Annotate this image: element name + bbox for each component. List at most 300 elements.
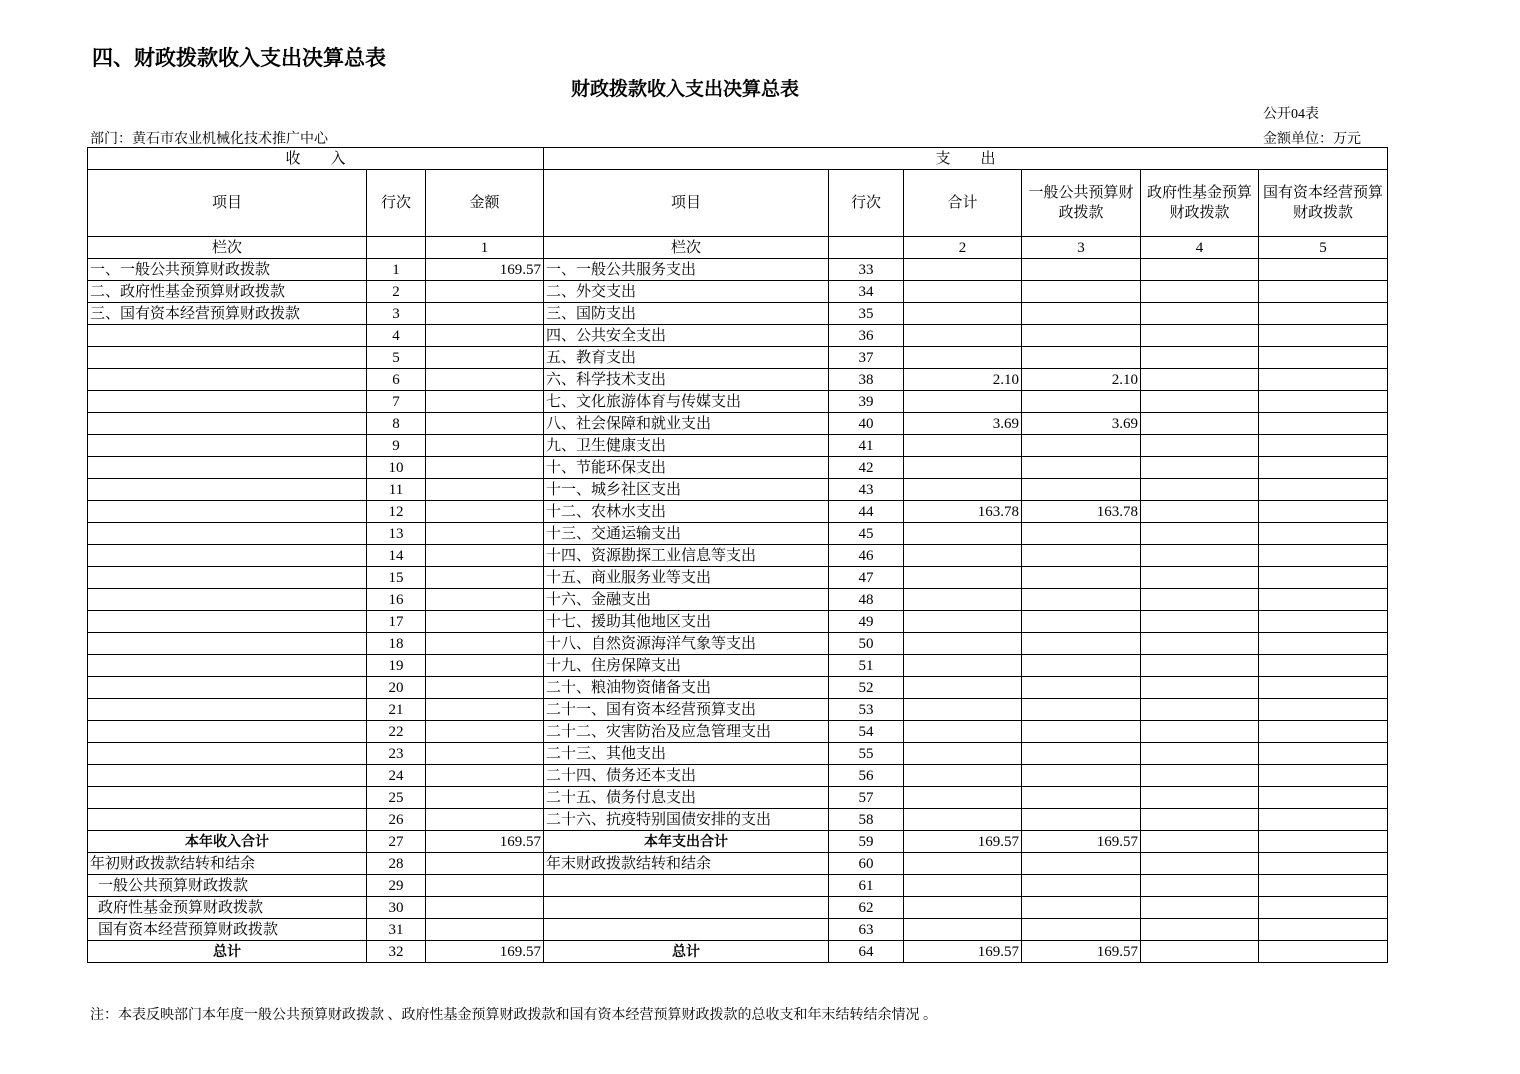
table-row (88, 765, 1388, 787)
table-row (88, 589, 1388, 611)
income-row-no-cell: 27 (367, 831, 426, 853)
expense-row-no-cell: 41 (829, 435, 904, 457)
expense-item-cell: 十五、商业服务业等支出 (544, 567, 829, 589)
income-amount-cell: 169.57 (426, 941, 544, 963)
income-amount-cell (426, 523, 544, 545)
expense-row-no-cell: 59 (829, 831, 904, 853)
expense-item-cell: 十七、援助其他地区支出 (544, 611, 829, 633)
expense-gov-fund-cell (1141, 545, 1259, 567)
table-row (88, 479, 1388, 501)
income-row-no-cell: 30 (367, 897, 426, 919)
expense-state-capital-cell (1259, 765, 1388, 787)
expense-gov-fund-cell (1141, 303, 1259, 325)
income-item-cell (88, 457, 367, 479)
expense-state-capital-cell (1259, 721, 1388, 743)
expense-row-no-cell: 42 (829, 457, 904, 479)
income-amount-cell (426, 787, 544, 809)
expense-state-capital-cell (1259, 523, 1388, 545)
income-item-cell (88, 787, 367, 809)
expense-state-capital-cell (1259, 677, 1388, 699)
expense-row-no-cell: 44 (829, 501, 904, 523)
expense-item-cell: 总计 (544, 941, 829, 963)
income-amount-cell: 169.57 (426, 831, 544, 853)
expense-row-no-cell: 61 (829, 875, 904, 897)
expense-item-cell: 十、节能环保支出 (544, 457, 829, 479)
expense-total-cell (904, 743, 1022, 765)
table-row (88, 281, 1388, 303)
section-title: 四、财政拨款收入支出决算总表 (92, 46, 386, 70)
expense-state-capital-cell (1259, 853, 1388, 875)
table-row (88, 875, 1388, 897)
expense-item-cell: 本年支出合计 (544, 831, 829, 853)
table-row (88, 457, 1388, 479)
income-item-cell: 本年收入合计 (88, 831, 367, 853)
expense-row-no-cell: 63 (829, 919, 904, 941)
expense-item-cell: 九、卫生健康支出 (544, 435, 829, 457)
table-row (88, 545, 1388, 567)
expense-general-cell (1022, 281, 1141, 303)
expense-item-cell: 三、国防支出 (544, 303, 829, 325)
income-amount-cell (426, 391, 544, 413)
expense-row-no-cell: 46 (829, 545, 904, 567)
income-amount-cell (426, 897, 544, 919)
col-index-3: 3 (1022, 237, 1141, 259)
table-row (88, 699, 1388, 721)
expense-state-capital-cell (1259, 457, 1388, 479)
expense-total-cell (904, 809, 1022, 831)
income-row-no-cell: 22 (367, 721, 426, 743)
expense-row-no-cell: 33 (829, 259, 904, 281)
income-amount-cell (426, 743, 544, 765)
expense-item-cell (544, 919, 829, 941)
expense-row-no-cell: 49 (829, 611, 904, 633)
expense-gov-fund-cell (1141, 699, 1259, 721)
expense-row-no-cell: 55 (829, 743, 904, 765)
expense-gov-fund-cell (1141, 457, 1259, 479)
income-amount-cell: 169.57 (426, 259, 544, 281)
table-row (88, 325, 1388, 347)
expense-item-cell: 一、一般公共服务支出 (544, 259, 829, 281)
income-amount-cell (426, 677, 544, 699)
col-header-amount: 金额 (426, 170, 544, 237)
income-item-cell (88, 435, 367, 457)
expense-item-cell: 二、外交支出 (544, 281, 829, 303)
expense-row-no-cell: 47 (829, 567, 904, 589)
expense-general-cell (1022, 787, 1141, 809)
expense-row-no-cell: 52 (829, 677, 904, 699)
expense-gov-fund-cell (1141, 259, 1259, 281)
income-amount-cell (426, 501, 544, 523)
expense-gov-fund-cell (1141, 391, 1259, 413)
expense-row-no-cell: 57 (829, 787, 904, 809)
income-item-cell (88, 479, 367, 501)
expense-gov-fund-cell (1141, 655, 1259, 677)
col-index-5: 5 (1259, 237, 1388, 259)
income-row-no-cell: 12 (367, 501, 426, 523)
income-row-no-cell: 8 (367, 413, 426, 435)
expense-item-cell: 十八、自然资源海洋气象等支出 (544, 633, 829, 655)
table-row (88, 523, 1388, 545)
expense-row-no-cell: 58 (829, 809, 904, 831)
expense-item-cell: 十一、城乡社区支出 (544, 479, 829, 501)
income-item-cell (88, 677, 367, 699)
col-index-2: 2 (904, 237, 1022, 259)
expense-total-cell (904, 325, 1022, 347)
expense-general-cell (1022, 303, 1141, 325)
table-row (88, 303, 1388, 325)
expense-total-cell (904, 787, 1022, 809)
income-item-cell: 总计 (88, 941, 367, 963)
income-amount-cell (426, 611, 544, 633)
income-item-cell (88, 325, 367, 347)
table-row (88, 941, 1388, 963)
income-row-no-cell: 26 (367, 809, 426, 831)
expense-state-capital-cell (1259, 809, 1388, 831)
expense-total-cell (904, 457, 1022, 479)
expense-gov-fund-cell (1141, 897, 1259, 919)
expense-item-cell: 年末财政拨款结转和结余 (544, 853, 829, 875)
expense-gov-fund-cell (1141, 809, 1259, 831)
expense-gov-fund-cell (1141, 369, 1259, 391)
expense-total-cell (904, 281, 1022, 303)
expense-state-capital-cell (1259, 633, 1388, 655)
income-amount-cell (426, 699, 544, 721)
income-row-no-cell: 3 (367, 303, 426, 325)
income-item-cell (88, 523, 367, 545)
expense-row-no-cell: 64 (829, 941, 904, 963)
expense-gov-fund-cell (1141, 831, 1259, 853)
income-item-cell (88, 391, 367, 413)
expense-total-cell (904, 721, 1022, 743)
expense-gov-fund-cell (1141, 875, 1259, 897)
expense-general-cell (1022, 743, 1141, 765)
expense-header: 支 出 (544, 148, 1388, 170)
col-header-row-no: 行次 (367, 170, 426, 237)
expense-row-no-cell: 45 (829, 523, 904, 545)
expense-gov-fund-cell (1141, 281, 1259, 303)
expense-gov-fund-cell (1141, 567, 1259, 589)
expense-gov-fund-cell (1141, 611, 1259, 633)
col-index-exp-label: 栏次 (544, 237, 829, 259)
income-row-no-cell: 24 (367, 765, 426, 787)
expense-total-cell: 3.69 (904, 413, 1022, 435)
expense-state-capital-cell (1259, 413, 1388, 435)
expense-state-capital-cell (1259, 391, 1388, 413)
col-index-exp-empty (829, 237, 904, 259)
expense-total-cell (904, 259, 1022, 281)
expense-state-capital-cell (1259, 787, 1388, 809)
expense-item-cell: 七、文化旅游体育与传媒支出 (544, 391, 829, 413)
col-header-exp-item: 项目 (544, 170, 829, 237)
expense-general-cell (1022, 545, 1141, 567)
department-label: 部门：黄石市农业机械化技术推广中心 (90, 132, 328, 147)
income-row-no-cell: 16 (367, 589, 426, 611)
expense-item-cell: 二十三、其他支出 (544, 743, 829, 765)
expense-total-cell (904, 633, 1022, 655)
expense-item-cell: 二十二、灾害防治及应急管理支出 (544, 721, 829, 743)
income-item-cell: 国有资本经营预算财政拨款 (88, 919, 367, 941)
expense-general-cell (1022, 567, 1141, 589)
expense-total-cell (904, 391, 1022, 413)
income-item-cell (88, 655, 367, 677)
income-row-no-cell: 21 (367, 699, 426, 721)
expense-item-cell: 四、公共安全支出 (544, 325, 829, 347)
income-item-cell (88, 589, 367, 611)
table-row (88, 567, 1388, 589)
expense-state-capital-cell (1259, 259, 1388, 281)
table-row (88, 259, 1388, 281)
col-index-label: 栏次 (88, 237, 367, 259)
expense-gov-fund-cell (1141, 919, 1259, 941)
header-row (88, 170, 1388, 237)
expense-item-cell: 二十五、债务付息支出 (544, 787, 829, 809)
income-item-cell: 年初财政拨款结转和结余 (88, 853, 367, 875)
income-row-no-cell: 20 (367, 677, 426, 699)
expense-total-cell (904, 655, 1022, 677)
table-row (88, 743, 1388, 765)
expense-total-cell (904, 479, 1022, 501)
expense-row-no-cell: 40 (829, 413, 904, 435)
expense-total-cell (904, 611, 1022, 633)
expense-general-cell: 169.57 (1022, 941, 1141, 963)
income-row-no-cell: 32 (367, 941, 426, 963)
table-row (88, 831, 1388, 853)
income-amount-cell (426, 875, 544, 897)
footnote: 注：本表反映部门本年度一般公共预算财政拨款 、政府性基金预算财政拨款和国有资本经营预算财政拨款的总收支和年末结转结余情况 。 (90, 1008, 937, 1023)
income-amount-cell (426, 347, 544, 369)
expense-general-cell: 163.78 (1022, 501, 1141, 523)
income-item-cell: 一、一般公共预算财政拨款 (88, 259, 367, 281)
expense-item-cell (544, 897, 829, 919)
expense-state-capital-cell (1259, 655, 1388, 677)
table-row (88, 413, 1388, 435)
income-amount-cell (426, 479, 544, 501)
income-item-cell (88, 567, 367, 589)
expense-row-no-cell: 54 (829, 721, 904, 743)
expense-item-cell: 十六、金融支出 (544, 589, 829, 611)
table-row (88, 677, 1388, 699)
income-row-no-cell: 29 (367, 875, 426, 897)
expense-gov-fund-cell (1141, 413, 1259, 435)
expense-total-cell: 169.57 (904, 831, 1022, 853)
income-item-cell (88, 611, 367, 633)
expense-row-no-cell: 48 (829, 589, 904, 611)
expense-gov-fund-cell (1141, 787, 1259, 809)
income-row-no-cell: 19 (367, 655, 426, 677)
column-index-row (88, 237, 1388, 259)
income-amount-cell (426, 369, 544, 391)
expense-total-cell: 2.10 (904, 369, 1022, 391)
expense-general-cell (1022, 897, 1141, 919)
income-item-cell (88, 699, 367, 721)
expense-general-cell (1022, 435, 1141, 457)
table-row (88, 655, 1388, 677)
expense-row-no-cell: 62 (829, 897, 904, 919)
expense-total-cell (904, 303, 1022, 325)
expense-item-cell: 十二、农林水支出 (544, 501, 829, 523)
table-row (88, 347, 1388, 369)
expense-general-cell (1022, 809, 1141, 831)
expense-state-capital-cell (1259, 479, 1388, 501)
income-row-no-cell: 13 (367, 523, 426, 545)
income-amount-cell (426, 567, 544, 589)
expense-state-capital-cell (1259, 501, 1388, 523)
expense-gov-fund-cell (1141, 765, 1259, 787)
expense-total-cell (904, 589, 1022, 611)
expense-general-cell (1022, 633, 1141, 655)
expense-state-capital-cell (1259, 347, 1388, 369)
expense-gov-fund-cell (1141, 347, 1259, 369)
income-row-no-cell: 10 (367, 457, 426, 479)
income-amount-cell (426, 325, 544, 347)
income-row-no-cell: 18 (367, 633, 426, 655)
expense-item-cell: 八、社会保障和就业支出 (544, 413, 829, 435)
expense-state-capital-cell (1259, 699, 1388, 721)
expense-total-cell: 163.78 (904, 501, 1022, 523)
table-row (88, 809, 1388, 831)
expense-state-capital-cell (1259, 919, 1388, 941)
expense-total-cell (904, 567, 1022, 589)
expense-total-cell (904, 523, 1022, 545)
table-row (88, 369, 1388, 391)
expense-general-cell (1022, 699, 1141, 721)
income-item-cell (88, 413, 367, 435)
income-item-cell (88, 721, 367, 743)
expense-gov-fund-cell (1141, 501, 1259, 523)
expense-row-no-cell: 37 (829, 347, 904, 369)
expense-row-no-cell: 39 (829, 391, 904, 413)
expense-gov-fund-cell (1141, 853, 1259, 875)
income-item-cell (88, 765, 367, 787)
expense-state-capital-cell (1259, 325, 1388, 347)
expense-item-cell: 十三、交通运输支出 (544, 523, 829, 545)
header-group-row (88, 148, 1388, 170)
expense-state-capital-cell (1259, 589, 1388, 611)
expense-row-no-cell: 36 (829, 325, 904, 347)
expense-general-cell (1022, 919, 1141, 941)
expense-item-cell: 二十、粮油物资储备支出 (544, 677, 829, 699)
col-header-gov-fund: 政府性基金预算财政拨款 (1141, 170, 1259, 237)
expense-gov-fund-cell (1141, 523, 1259, 545)
income-item-cell (88, 545, 367, 567)
expense-item-cell: 十九、住房保障支出 (544, 655, 829, 677)
expense-row-no-cell: 43 (829, 479, 904, 501)
form-code: 公开04表 (1263, 107, 1319, 122)
expense-gov-fund-cell (1141, 941, 1259, 963)
expense-state-capital-cell (1259, 369, 1388, 391)
expense-item-cell: 二十四、债务还本支出 (544, 765, 829, 787)
expense-total-cell (904, 897, 1022, 919)
table-row (88, 897, 1388, 919)
income-amount-cell (426, 721, 544, 743)
expense-gov-fund-cell (1141, 743, 1259, 765)
income-row-no-cell: 5 (367, 347, 426, 369)
income-amount-cell (426, 457, 544, 479)
income-item-cell (88, 633, 367, 655)
income-amount-cell (426, 655, 544, 677)
expense-general-cell (1022, 325, 1141, 347)
income-row-no-cell: 2 (367, 281, 426, 303)
expense-row-no-cell: 51 (829, 655, 904, 677)
col-header-exp-row-no: 行次 (829, 170, 904, 237)
expense-row-no-cell: 35 (829, 303, 904, 325)
expense-item-cell: 二十一、国有资本经营预算支出 (544, 699, 829, 721)
income-item-cell (88, 369, 367, 391)
table-row (88, 919, 1388, 941)
expense-general-cell (1022, 721, 1141, 743)
col-header-general: 一般公共预算财政拨款 (1022, 170, 1141, 237)
col-header-item: 项目 (88, 170, 367, 237)
expense-general-cell (1022, 611, 1141, 633)
expense-general-cell (1022, 677, 1141, 699)
expense-total-cell (904, 699, 1022, 721)
income-item-cell (88, 743, 367, 765)
expense-state-capital-cell (1259, 897, 1388, 919)
expense-state-capital-cell (1259, 281, 1388, 303)
table-row (88, 633, 1388, 655)
income-row-no-cell: 7 (367, 391, 426, 413)
income-row-no-cell: 17 (367, 611, 426, 633)
expense-general-cell (1022, 589, 1141, 611)
table-row (88, 501, 1388, 523)
expense-general-cell (1022, 479, 1141, 501)
table-row (88, 435, 1388, 457)
table-title: 财政拨款收入支出决算总表 (570, 78, 799, 100)
income-row-no-cell: 4 (367, 325, 426, 347)
expense-general-cell: 2.10 (1022, 369, 1141, 391)
expense-row-no-cell: 56 (829, 765, 904, 787)
income-row-no-cell: 9 (367, 435, 426, 457)
expense-general-cell: 169.57 (1022, 831, 1141, 853)
income-row-no-cell: 15 (367, 567, 426, 589)
table-row (88, 721, 1388, 743)
income-item-cell: 三、国有资本经营预算财政拨款 (88, 303, 367, 325)
expense-general-cell (1022, 655, 1141, 677)
expense-general-cell (1022, 259, 1141, 281)
table-row (88, 787, 1388, 809)
expense-total-cell (904, 765, 1022, 787)
income-row-no-cell: 23 (367, 743, 426, 765)
income-row-no-cell: 31 (367, 919, 426, 941)
income-item-cell (88, 501, 367, 523)
income-amount-cell (426, 589, 544, 611)
table-row (88, 391, 1388, 413)
expense-general-cell (1022, 765, 1141, 787)
expense-state-capital-cell (1259, 567, 1388, 589)
expense-general-cell (1022, 853, 1141, 875)
col-index-1: 1 (426, 237, 544, 259)
income-row-no-cell: 14 (367, 545, 426, 567)
col-index-4: 4 (1141, 237, 1259, 259)
expense-item-cell (544, 875, 829, 897)
expense-item-cell: 十四、资源勘探工业信息等支出 (544, 545, 829, 567)
income-amount-cell (426, 545, 544, 567)
income-item-cell (88, 347, 367, 369)
expense-item-cell: 二十六、抗疫特别国债安排的支出 (544, 809, 829, 831)
expense-state-capital-cell (1259, 611, 1388, 633)
expense-gov-fund-cell (1141, 435, 1259, 457)
income-amount-cell (426, 809, 544, 831)
table-row (88, 853, 1388, 875)
expense-row-no-cell: 38 (829, 369, 904, 391)
expense-state-capital-cell (1259, 743, 1388, 765)
col-index-empty (367, 237, 426, 259)
expense-state-capital-cell (1259, 545, 1388, 567)
expense-gov-fund-cell (1141, 589, 1259, 611)
income-row-no-cell: 6 (367, 369, 426, 391)
expense-general-cell (1022, 391, 1141, 413)
income-amount-cell (426, 765, 544, 787)
